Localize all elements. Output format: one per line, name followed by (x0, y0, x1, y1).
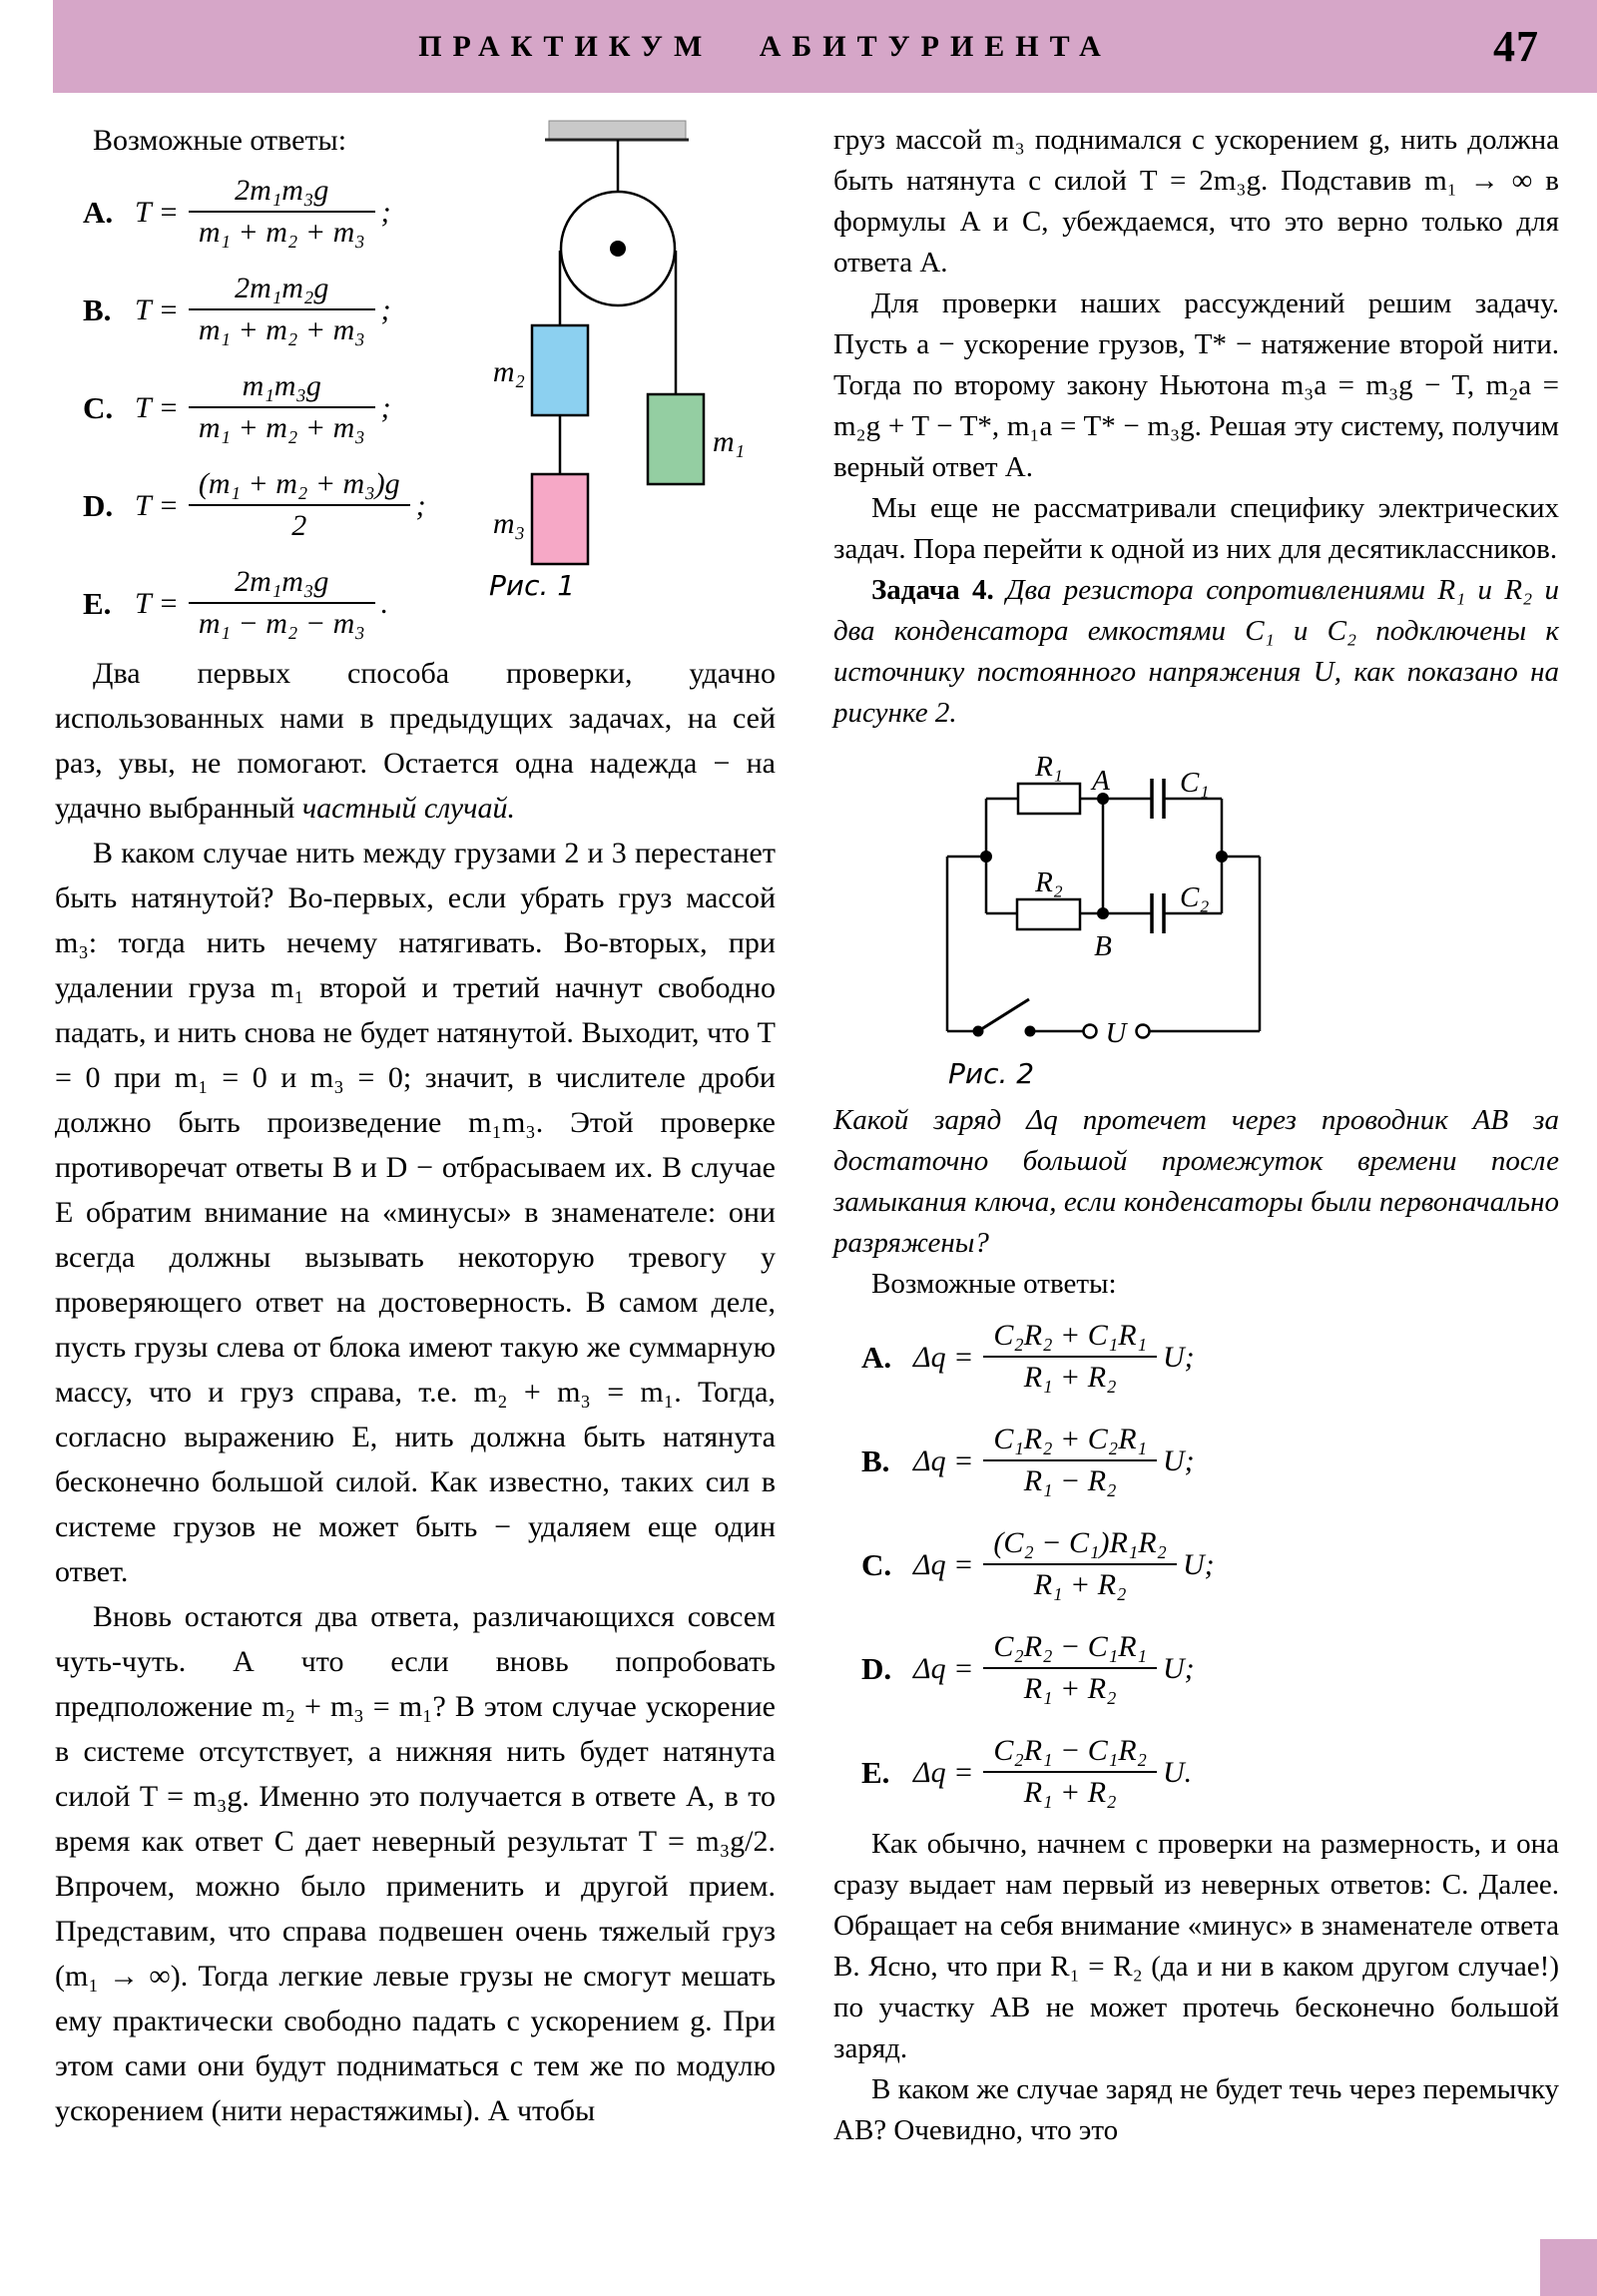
pulley-axle-dot (610, 241, 626, 257)
answer-label: E. (83, 585, 112, 621)
voltage-source-label: U (1105, 1017, 1127, 1049)
denominator: R₁ + R₂ (983, 1667, 1157, 1706)
fraction (189, 467, 410, 543)
node-b-dot (1097, 907, 1109, 919)
charge-formula-e (861, 1720, 1559, 1824)
left-column-answers (55, 118, 484, 652)
capacitor-c1-label: C₁ (1180, 767, 1210, 799)
charge-formula-c (861, 1512, 1559, 1616)
denominator: R₁ + R₂ (983, 1563, 1177, 1602)
answers-heading: Возможные ответы: (93, 124, 347, 157)
emphasis-text: частный случай. (301, 792, 515, 825)
charge-formula-a (861, 1305, 1559, 1409)
fraction (189, 272, 375, 347)
mass-label-m2: m₂ (492, 355, 525, 388)
task-label: Задача 4. (871, 574, 994, 606)
paragraph (55, 651, 776, 831)
answers-heading: Возможные ответы: (871, 1268, 1117, 1300)
figure2-caption: Рис. 2 (948, 1057, 1035, 1090)
numerator: C₁R₂ + C₂R₁ (993, 1423, 1147, 1455)
switch-blade (978, 999, 1029, 1031)
paragraph: груз массой m₃ поднимался с ускорением g, нить должна быть натянута с силой T = 2m₃g. Подставив m₁ → ∞ в формулы A и C, убеждаемся, что это верно только для ответа A. (833, 124, 1559, 279)
formula-tail: ; (380, 390, 391, 424)
resistor-r1-box (1018, 784, 1080, 814)
answer-label: B. (861, 1442, 890, 1478)
paragraph: Как обычно, начнем с проверки на размерность, и она сразу выдает нам первый из неверных ответов: C. Далее. Обращает на себя внимание «минус» в знаменателе ответа B. Ясно, что при R₁ = R₂ (да и ни в каком другом случае!) по участку AB не может протечь бесконечно большой заряд. (833, 1828, 1559, 2064)
left-junction-dot (980, 851, 992, 862)
formula-tail: U; (1163, 1340, 1195, 1374)
node-a-label: A (1092, 765, 1110, 797)
capacitor-c2-label: C₂ (1180, 881, 1210, 913)
answer-formula-e (83, 554, 484, 652)
formula-tail: ; (380, 292, 391, 326)
charge-formula-d (861, 1616, 1559, 1720)
task-question: Какой заряд Δq протечет через проводник AB за достаточно большой промежуток времени после замыкания ключа, если конденсаторы были первоначально разряжены? (833, 1104, 1559, 1259)
paragraph: В каком же случае заряд не будет течь через перемычку AB? Очевидно, что это (833, 2073, 1559, 2146)
left-column-text (55, 651, 776, 2133)
page-header (53, 0, 1597, 93)
formula-tail: ; (415, 488, 426, 522)
answer-label: D. (861, 1650, 892, 1686)
formula-tail: ; (380, 195, 391, 229)
answer-formula-a (83, 163, 484, 261)
formula-lhs: Δq = (913, 1651, 974, 1685)
fraction (983, 1319, 1157, 1395)
numerator: C₂R₁ − C₁R₂ (993, 1734, 1147, 1767)
answer-label: E. (861, 1754, 890, 1790)
fraction (983, 1734, 1157, 1810)
denominator: m₁ + m₂ + m₃ (189, 406, 375, 445)
switch-contact-left-dot (973, 1026, 984, 1037)
answer-formula-c (83, 358, 484, 456)
denominator: m₁ + m₂ + m₃ (189, 308, 375, 347)
switch-contact-right-dot (1025, 1026, 1036, 1037)
answer-label: C. (861, 1546, 892, 1582)
paragraph: Для проверки наших рассуждений решим задачу. Пусть a − ускорение грузов, T* − натяжение второй нити. Тогда по второму закону Ньютона m₃a = m₃g − T, m₂a = m₂g + T − T*, m₁a = T* − m₃g. Решая эту систему, получим верный ответ A. (833, 287, 1559, 483)
ceiling-bar (549, 121, 686, 139)
numerator: 2m₁m₂g (235, 272, 329, 304)
mass-label-m3: m₃ (492, 507, 525, 540)
charge-formula-b (861, 1409, 1559, 1512)
right-column (833, 120, 1559, 2151)
fraction (983, 1630, 1157, 1706)
fraction (983, 1423, 1157, 1498)
answer-formula-b (83, 261, 484, 358)
page-number: 47 (1493, 22, 1539, 71)
answer-label: D. (83, 487, 114, 523)
figure1-caption: Рис. 1 (489, 569, 576, 602)
paragraph: Вновь остаются два ответа, различающихся совсем чуть-чуть. А что если вновь попробовать предположение m₂ + m₃ = m₁? В этом случае ускорение в системе отсутствует, а нижняя нить будет натянута силой T = m₃g. Именно это получается в ответе A, в то время как ответ C дает неверный результат T = m₃g/2. Впрочем, можно было применить и другой прием. Представим, что справа подвешен очень тяжелый груз (m₁ → ∞). Тогда легкие левые грузы не смогут мешать ему практически свободно падать с ускорением g. При этом сами они будут подниматься с тем же по модулю ускорением (нити нерастяжимы). А чтобы (55, 1600, 776, 2127)
numerator: (m₁ + m₂ + m₃)g (198, 467, 400, 500)
numerator: C₂R₂ + C₁R₁ (993, 1319, 1147, 1352)
answer-formula-d (83, 456, 484, 554)
task-text: Два резистора сопротивлениями R₁ и R₂ и два конденсатора емкостями C₁ и C₂ подключены к источнику постоянного напряжения U, как показано на рисунке 2. (833, 574, 1559, 729)
formula-lhs: T = (135, 292, 179, 326)
formula-lhs: T = (135, 390, 179, 424)
formula-tail: U. (1163, 1755, 1193, 1789)
mass-block-m1 (648, 394, 704, 484)
formula-lhs: T = (135, 195, 179, 229)
pulley-figure (487, 116, 787, 615)
denominator: m₁ − m₂ − m₃ (189, 602, 375, 641)
fraction (189, 174, 375, 250)
resistor-r1-label: R₁ (1035, 752, 1063, 783)
paragraph: В каком случае нить между грузами 2 и 3 перестанет быть натянутой? Во-первых, если убрать груз массой m₃: тогда нить нечему натягивать. Во-вторых, при удалении груза m₁ второй и третий начнут свободно падать, и нить снова не будет натянутой. Выходит, что T = 0 при m₁ = 0 и m₃ = 0; значит, в числителе дроби должно быть произведение m₁m₃. Этой проверке противоречат ответы B и D − отбрасываем их. В случае E обратим внимание на «минусы» в знаменателе: они всегда должны вызывать некоторую тревогу у проверяющего ответ на достоверность. В самом деле, пусть грузы слева от блока имеют такую же суммарную массу, что и груз справа, т.е. m₂ + m₃ = m₁. Тогда, согласно выражению E, нить должна быть натянута бесконечно большой силой. Как известно, таких сил в системе грузов не может быть − удаляем еще один ответ. (55, 837, 776, 1588)
resistor-r2-box (1017, 899, 1080, 929)
formula-tail: U; (1182, 1547, 1215, 1581)
mass-block-m3 (532, 474, 588, 564)
answer-label: A. (83, 194, 114, 230)
capacitor-c2-plates (1152, 893, 1164, 933)
denominator: R₁ + R₂ (983, 1356, 1157, 1395)
fraction (983, 1526, 1177, 1602)
denominator: R₁ + R₂ (983, 1771, 1157, 1810)
capacitor-c1-plates (1152, 779, 1164, 819)
numerator: (C₂ − C₁)R₁R₂ (993, 1526, 1167, 1559)
numerator: m₁m₃g (242, 369, 321, 402)
formula-lhs: Δq = (913, 1755, 974, 1789)
fraction (189, 565, 375, 641)
denominator: 2 (189, 504, 410, 543)
formula-lhs: Δq = (913, 1547, 974, 1581)
numerator: 2m₁m₃g (235, 174, 329, 207)
formula-lhs: Δq = (913, 1443, 974, 1477)
page-title: ПРАКТИКУМ АБИТУРИЕНТА (418, 29, 1112, 63)
numerator: C₂R₂ − C₁R₁ (993, 1630, 1147, 1663)
answer-label: A. (861, 1339, 892, 1375)
answer-label: C. (83, 389, 114, 425)
answer-label: B. (83, 291, 112, 327)
right-junction-dot (1216, 851, 1228, 862)
corner-decoration (1540, 2239, 1597, 2296)
node-b-label: B (1094, 930, 1112, 962)
formula-lhs: T = (135, 488, 179, 522)
resistor-r2-label: R₂ (1035, 866, 1063, 898)
formula-tail: . (380, 586, 389, 620)
source-terminal-right (1137, 1025, 1150, 1038)
denominator: R₁ − R₂ (983, 1459, 1157, 1498)
mass-block-m2 (532, 325, 588, 415)
formula-tail: U; (1163, 1443, 1195, 1477)
circuit-figure (885, 752, 1444, 1096)
denominator: m₁ + m₂ + m₃ (189, 211, 375, 250)
fraction (189, 369, 375, 445)
formula-lhs: Δq = (913, 1340, 974, 1374)
formula-lhs: T = (135, 586, 179, 620)
paragraph: Мы еще не рассматривали специфику электрических задач. Пора перейти к одной из них для десятиклассников. (833, 492, 1559, 565)
source-terminal-left (1084, 1025, 1097, 1038)
numerator: 2m₁m₃g (235, 565, 329, 598)
paragraph-text: Два первых способа проверки, удачно использованных нами в предыдущих задачах, на сей раз, увы, не помогают. Остается одна надежда − на удачно выбранный (55, 657, 776, 825)
mass-label-m1: m₁ (713, 425, 746, 458)
task-paragraph (833, 570, 1559, 734)
formula-tail: U; (1163, 1651, 1195, 1685)
